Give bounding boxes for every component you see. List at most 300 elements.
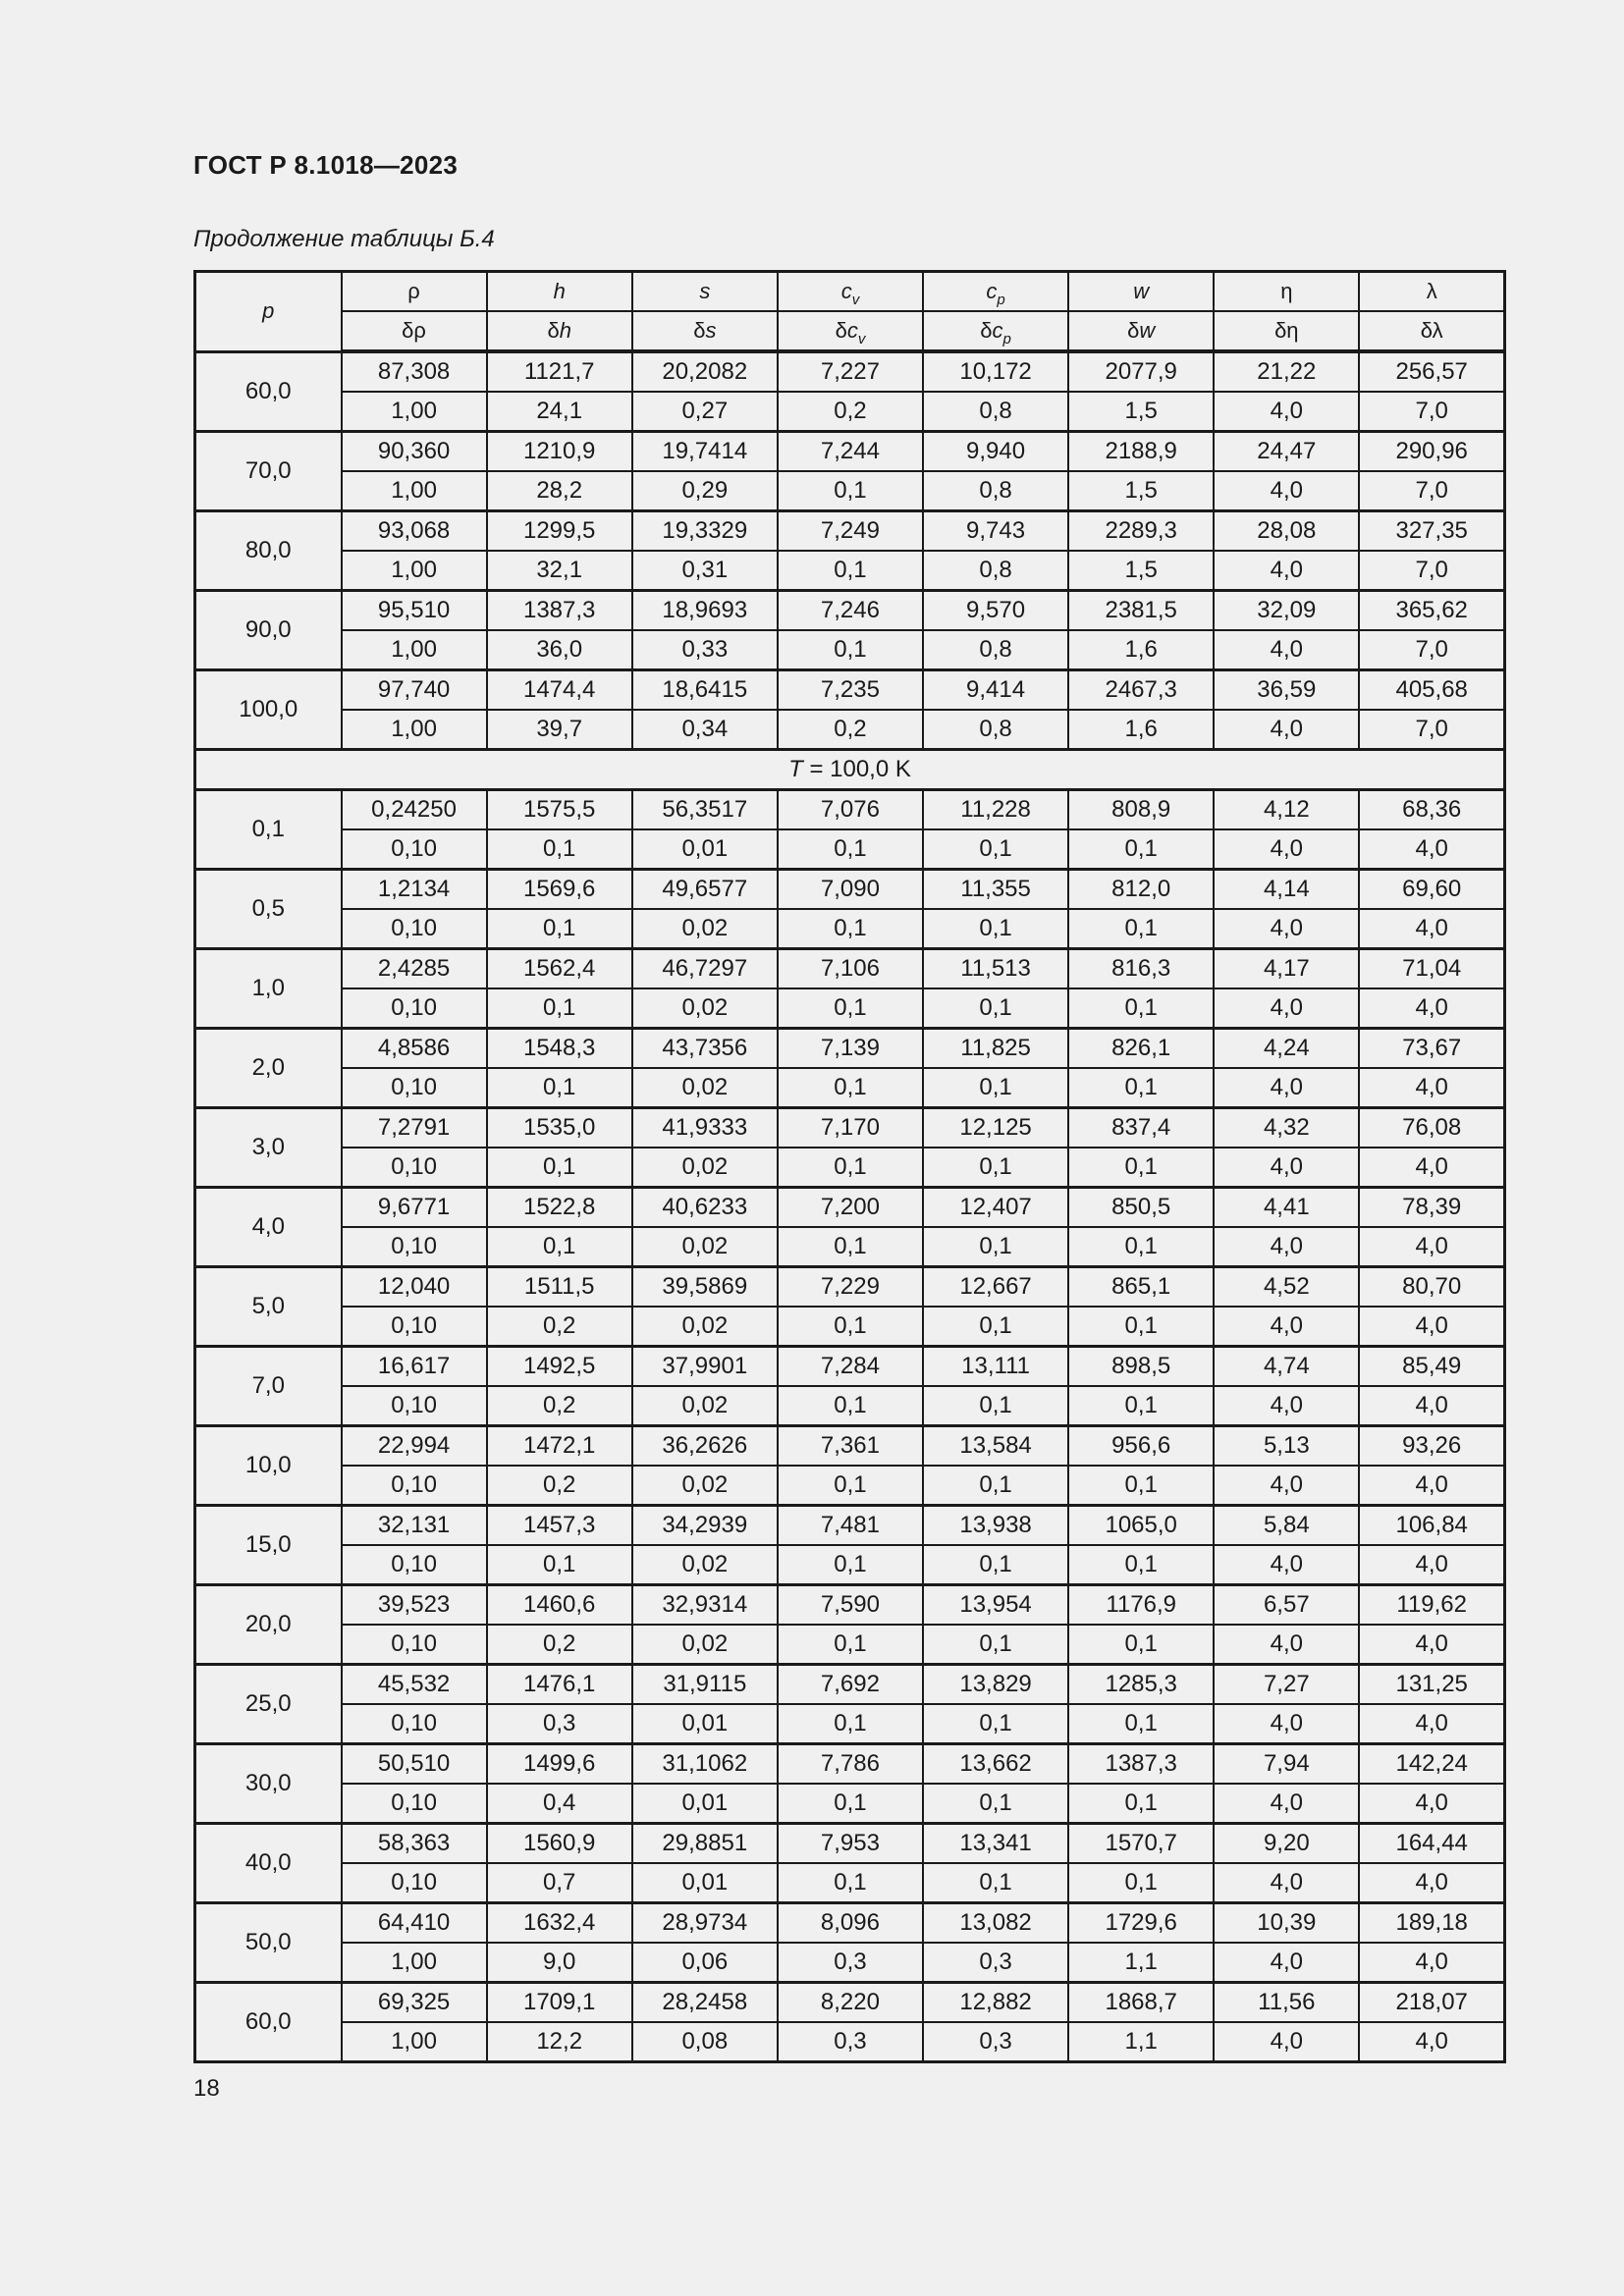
- error-cell: 4,0: [1214, 1307, 1359, 1347]
- error-cell: 0,10: [342, 1784, 487, 1824]
- value-cell: 256,57: [1359, 351, 1504, 392]
- pressure-cell: 30,0: [195, 1744, 342, 1824]
- value-cell: 8,220: [778, 1983, 923, 2023]
- value-cell: 1511,5: [487, 1267, 632, 1308]
- error-cell: 4,0: [1359, 2022, 1504, 2062]
- value-cell: 13,662: [923, 1744, 1068, 1785]
- col-header-p: p: [195, 272, 342, 352]
- value-cell: 1476,1: [487, 1665, 632, 1705]
- value-cell: 40,6233: [632, 1188, 778, 1228]
- error-cell: 0,7: [487, 1863, 632, 1903]
- error-cell: 4,0: [1359, 1307, 1504, 1347]
- pressure-cell: 2,0: [195, 1029, 342, 1108]
- value-cell: 7,090: [778, 870, 923, 910]
- pressure-cell: 10,0: [195, 1426, 342, 1506]
- value-cell: 850,5: [1068, 1188, 1214, 1228]
- col-header-eta: η: [1214, 272, 1359, 312]
- error-cell: 4,0: [1214, 1466, 1359, 1506]
- table-body: [195, 351, 1505, 2062]
- error-cell: 7,0: [1359, 551, 1504, 591]
- value-cell: 7,170: [778, 1108, 923, 1148]
- value-cell: 39,5869: [632, 1267, 778, 1308]
- value-cell: 7,249: [778, 511, 923, 552]
- error-cell: 0,1: [778, 1625, 923, 1665]
- value-cell: 13,938: [923, 1506, 1068, 1546]
- error-cell: 0,27: [632, 392, 778, 432]
- pressure-cell: 60,0: [195, 351, 342, 432]
- value-cell: 8,096: [778, 1903, 923, 1944]
- error-cell: 1,00: [342, 471, 487, 511]
- value-cell: 898,5: [1068, 1347, 1214, 1387]
- col-header-d-cp: $\delta c_p$: [923, 311, 1068, 351]
- table-header: [195, 272, 1505, 352]
- error-cell: 0,1: [487, 1227, 632, 1267]
- error-cell: 0,1: [923, 1784, 1068, 1824]
- table-caption: Продолжение таблицы Б.4: [193, 226, 495, 252]
- pressure-cell: 60,0: [195, 1983, 342, 2062]
- table-row-values: [195, 1983, 1505, 2023]
- error-cell: 4,0: [1359, 1386, 1504, 1426]
- section-row: [195, 750, 1505, 790]
- error-cell: 1,00: [342, 392, 487, 432]
- col-header-rho: ρ: [342, 272, 487, 312]
- table-row-errors: [195, 1386, 1505, 1426]
- error-cell: 4,0: [1214, 471, 1359, 511]
- pressure-cell: 40,0: [195, 1824, 342, 1903]
- error-cell: 4,0: [1359, 1784, 1504, 1824]
- value-cell: 12,882: [923, 1983, 1068, 2023]
- value-cell: 7,246: [778, 591, 923, 631]
- table-row-errors: [195, 1227, 1505, 1267]
- value-cell: 64,410: [342, 1903, 487, 1944]
- pressure-cell: 80,0: [195, 511, 342, 591]
- value-cell: 80,70: [1359, 1267, 1504, 1308]
- value-cell: 1522,8: [487, 1188, 632, 1228]
- table-row-values: [195, 591, 1505, 631]
- error-cell: 1,1: [1068, 2022, 1214, 2062]
- error-cell: 0,06: [632, 1943, 778, 1983]
- value-cell: 1460,6: [487, 1585, 632, 1626]
- error-cell: 0,1: [1068, 988, 1214, 1029]
- col-header-d-h: δh: [487, 311, 632, 351]
- value-cell: 1569,6: [487, 870, 632, 910]
- value-cell: 12,040: [342, 1267, 487, 1308]
- error-cell: 0,01: [632, 1863, 778, 1903]
- value-cell: 28,9734: [632, 1903, 778, 1944]
- error-cell: 4,0: [1214, 909, 1359, 949]
- value-cell: 7,590: [778, 1585, 923, 1626]
- pressure-cell: 3,0: [195, 1108, 342, 1188]
- value-cell: 9,743: [923, 511, 1068, 552]
- error-cell: 0,1: [778, 1704, 923, 1744]
- value-cell: 7,229: [778, 1267, 923, 1308]
- error-cell: 0,1: [1068, 1625, 1214, 1665]
- error-cell: 0,02: [632, 988, 778, 1029]
- value-cell: 1387,3: [487, 591, 632, 631]
- value-cell: 808,9: [1068, 790, 1214, 830]
- table-row-errors: [195, 471, 1505, 511]
- table-row-errors: [195, 829, 1505, 870]
- error-cell: 0,1: [923, 909, 1068, 949]
- value-cell: 1387,3: [1068, 1744, 1214, 1785]
- error-cell: 0,10: [342, 1625, 487, 1665]
- col-header-d-w: δw: [1068, 311, 1214, 351]
- value-cell: 1176,9: [1068, 1585, 1214, 1626]
- error-cell: 4,0: [1214, 551, 1359, 591]
- error-cell: 0,1: [923, 829, 1068, 870]
- value-cell: 1560,9: [487, 1824, 632, 1864]
- value-cell: 20,2082: [632, 351, 778, 392]
- error-cell: 0,2: [487, 1466, 632, 1506]
- error-cell: 4,0: [1214, 1386, 1359, 1426]
- error-cell: 0,3: [778, 1943, 923, 1983]
- value-cell: 11,355: [923, 870, 1068, 910]
- value-cell: 7,235: [778, 670, 923, 711]
- error-cell: 0,1: [778, 1148, 923, 1188]
- value-cell: 69,60: [1359, 870, 1504, 910]
- error-cell: 0,8: [923, 710, 1068, 750]
- table-row-errors: [195, 1863, 1505, 1903]
- error-cell: 0,1: [778, 988, 923, 1029]
- value-cell: 13,341: [923, 1824, 1068, 1864]
- value-cell: 36,2626: [632, 1426, 778, 1467]
- error-cell: 4,0: [1359, 1545, 1504, 1585]
- col-header-cp: $c_p$: [923, 272, 1068, 312]
- error-cell: 0,1: [778, 909, 923, 949]
- error-cell: 4,0: [1214, 1784, 1359, 1824]
- error-cell: 0,1: [923, 1863, 1068, 1903]
- value-cell: 9,6771: [342, 1188, 487, 1228]
- value-cell: 46,7297: [632, 949, 778, 989]
- error-cell: 1,5: [1068, 551, 1214, 591]
- value-cell: 12,667: [923, 1267, 1068, 1308]
- table-row-errors: [195, 392, 1505, 432]
- error-cell: 0,08: [632, 2022, 778, 2062]
- value-cell: 865,1: [1068, 1267, 1214, 1308]
- error-cell: 1,6: [1068, 710, 1214, 750]
- col-header-d-s: δs: [632, 311, 778, 351]
- value-cell: 2289,3: [1068, 511, 1214, 552]
- pressure-cell: 7,0: [195, 1347, 342, 1426]
- value-cell: 10,39: [1214, 1903, 1359, 1944]
- error-cell: 0,8: [923, 630, 1068, 670]
- error-cell: 0,10: [342, 1068, 487, 1108]
- error-cell: 0,4: [487, 1784, 632, 1824]
- error-cell: 0,33: [632, 630, 778, 670]
- value-cell: 12,125: [923, 1108, 1068, 1148]
- value-cell: 12,407: [923, 1188, 1068, 1228]
- error-cell: 0,1: [1068, 1148, 1214, 1188]
- table-row-values: [195, 1744, 1505, 1785]
- value-cell: 31,9115: [632, 1665, 778, 1705]
- error-cell: 0,01: [632, 1784, 778, 1824]
- value-cell: 142,24: [1359, 1744, 1504, 1785]
- error-cell: 0,1: [487, 909, 632, 949]
- table-row-values: [195, 1267, 1505, 1308]
- value-cell: 5,13: [1214, 1426, 1359, 1467]
- error-cell: 0,10: [342, 1227, 487, 1267]
- error-cell: 4,0: [1359, 909, 1504, 949]
- error-cell: 0,1: [778, 1307, 923, 1347]
- value-cell: 28,08: [1214, 511, 1359, 552]
- value-cell: 11,228: [923, 790, 1068, 830]
- error-cell: 0,1: [778, 1386, 923, 1426]
- table-row-errors: [195, 1466, 1505, 1506]
- value-cell: 39,523: [342, 1585, 487, 1626]
- error-cell: 0,1: [923, 1068, 1068, 1108]
- value-cell: 2,4285: [342, 949, 487, 989]
- pressure-cell: 15,0: [195, 1506, 342, 1585]
- error-cell: 0,3: [923, 1943, 1068, 1983]
- value-cell: 7,692: [778, 1665, 923, 1705]
- error-cell: 0,01: [632, 1704, 778, 1744]
- value-cell: 4,32: [1214, 1108, 1359, 1148]
- value-cell: 327,35: [1359, 511, 1504, 552]
- value-cell: 1474,4: [487, 670, 632, 711]
- error-cell: 7,0: [1359, 630, 1504, 670]
- error-cell: 4,0: [1214, 829, 1359, 870]
- error-cell: 7,0: [1359, 710, 1504, 750]
- error-cell: 0,1: [487, 988, 632, 1029]
- section-label: [195, 750, 1505, 790]
- error-cell: 0,1: [923, 1545, 1068, 1585]
- col-header-h: h: [487, 272, 632, 312]
- pressure-cell: 50,0: [195, 1903, 342, 1983]
- error-cell: 0,1: [778, 1466, 923, 1506]
- value-cell: 9,20: [1214, 1824, 1359, 1864]
- value-cell: 7,076: [778, 790, 923, 830]
- error-cell: 0,10: [342, 829, 487, 870]
- error-cell: 0,1: [778, 829, 923, 870]
- value-cell: 9,414: [923, 670, 1068, 711]
- error-cell: 0,1: [923, 1704, 1068, 1744]
- error-cell: 0,1: [487, 829, 632, 870]
- table-row-values: [195, 1188, 1505, 1228]
- error-cell: 1,00: [342, 2022, 487, 2062]
- col-header-s: s: [632, 272, 778, 312]
- error-cell: 0,02: [632, 1545, 778, 1585]
- value-cell: 7,139: [778, 1029, 923, 1069]
- error-cell: 39,7: [487, 710, 632, 750]
- error-cell: 4,0: [1214, 1704, 1359, 1744]
- error-cell: 0,1: [1068, 1068, 1214, 1108]
- pressure-cell: 25,0: [195, 1665, 342, 1744]
- value-cell: 4,74: [1214, 1347, 1359, 1387]
- value-cell: 218,07: [1359, 1983, 1504, 2023]
- pressure-cell: 0,5: [195, 870, 342, 949]
- value-cell: 73,67: [1359, 1029, 1504, 1069]
- error-cell: 0,1: [923, 1148, 1068, 1188]
- table-row-values: [195, 949, 1505, 989]
- error-cell: 4,0: [1214, 1943, 1359, 1983]
- pressure-cell: 1,0: [195, 949, 342, 1029]
- table-row-values: [195, 351, 1505, 392]
- table-row-values: [195, 1108, 1505, 1148]
- value-cell: 18,6415: [632, 670, 778, 711]
- pressure-cell: 70,0: [195, 432, 342, 511]
- value-cell: 95,510: [342, 591, 487, 631]
- value-cell: 4,12: [1214, 790, 1359, 830]
- value-cell: 87,308: [342, 351, 487, 392]
- value-cell: 85,49: [1359, 1347, 1504, 1387]
- section-variable: T: [788, 756, 803, 782]
- error-cell: 0,10: [342, 1386, 487, 1426]
- error-cell: 0,02: [632, 1307, 778, 1347]
- error-cell: 0,02: [632, 1068, 778, 1108]
- error-cell: 12,2: [487, 2022, 632, 2062]
- error-cell: 4,0: [1214, 392, 1359, 432]
- error-cell: 0,1: [923, 988, 1068, 1029]
- error-cell: 0,2: [487, 1307, 632, 1347]
- error-cell: 4,0: [1214, 710, 1359, 750]
- error-cell: 0,8: [923, 471, 1068, 511]
- value-cell: 13,829: [923, 1665, 1068, 1705]
- error-cell: 4,0: [1359, 1863, 1504, 1903]
- error-cell: 0,1: [778, 1545, 923, 1585]
- error-cell: 1,00: [342, 551, 487, 591]
- section-value: = 100,0 K: [802, 756, 911, 782]
- value-cell: 826,1: [1068, 1029, 1214, 1069]
- value-cell: 76,08: [1359, 1108, 1504, 1148]
- value-cell: 812,0: [1068, 870, 1214, 910]
- value-cell: 7,106: [778, 949, 923, 989]
- error-cell: 4,0: [1359, 829, 1504, 870]
- value-cell: 405,68: [1359, 670, 1504, 711]
- error-cell: 0,10: [342, 1466, 487, 1506]
- error-cell: 0,1: [487, 1545, 632, 1585]
- value-cell: 4,14: [1214, 870, 1359, 910]
- value-cell: 7,2791: [342, 1108, 487, 1148]
- value-cell: 71,04: [1359, 949, 1504, 989]
- value-cell: 49,6577: [632, 870, 778, 910]
- value-cell: 11,513: [923, 949, 1068, 989]
- value-cell: 16,617: [342, 1347, 487, 1387]
- value-cell: 22,994: [342, 1426, 487, 1467]
- value-cell: 2077,9: [1068, 351, 1214, 392]
- pressure-cell: 5,0: [195, 1267, 342, 1347]
- error-cell: 0,2: [487, 1625, 632, 1665]
- value-cell: 7,200: [778, 1188, 923, 1228]
- value-cell: 1,2134: [342, 870, 487, 910]
- error-cell: 0,1: [778, 1068, 923, 1108]
- value-cell: 119,62: [1359, 1585, 1504, 1626]
- error-cell: 0,8: [923, 392, 1068, 432]
- table-row-errors: [195, 630, 1505, 670]
- value-cell: 43,7356: [632, 1029, 778, 1069]
- error-cell: 0,02: [632, 1466, 778, 1506]
- error-cell: 0,1: [1068, 909, 1214, 949]
- value-cell: 11,825: [923, 1029, 1068, 1069]
- error-cell: 0,02: [632, 1386, 778, 1426]
- error-cell: 0,29: [632, 471, 778, 511]
- table-row-values: [195, 1347, 1505, 1387]
- value-cell: 50,510: [342, 1744, 487, 1785]
- table-row-values: [195, 511, 1505, 552]
- table-row-errors: [195, 1784, 1505, 1824]
- error-cell: 4,0: [1359, 1466, 1504, 1506]
- error-cell: 4,0: [1214, 2022, 1359, 2062]
- table-row-errors: [195, 1148, 1505, 1188]
- value-cell: 6,57: [1214, 1585, 1359, 1626]
- value-cell: 7,244: [778, 432, 923, 472]
- value-cell: 21,22: [1214, 351, 1359, 392]
- value-cell: 18,9693: [632, 591, 778, 631]
- value-cell: 4,41: [1214, 1188, 1359, 1228]
- value-cell: 7,27: [1214, 1665, 1359, 1705]
- error-cell: 4,0: [1214, 988, 1359, 1029]
- error-cell: 4,0: [1214, 1545, 1359, 1585]
- value-cell: 106,84: [1359, 1506, 1504, 1546]
- error-cell: 0,10: [342, 1545, 487, 1585]
- pressure-cell: 90,0: [195, 591, 342, 670]
- error-cell: 0,1: [1068, 829, 1214, 870]
- value-cell: 93,068: [342, 511, 487, 552]
- value-cell: 9,940: [923, 432, 1068, 472]
- page-number: 18: [193, 2075, 220, 2102]
- error-cell: 0,1: [923, 1466, 1068, 1506]
- value-cell: 837,4: [1068, 1108, 1214, 1148]
- error-cell: 1,5: [1068, 471, 1214, 511]
- error-cell: 0,1: [1068, 1227, 1214, 1267]
- error-cell: 0,3: [778, 2022, 923, 2062]
- value-cell: 56,3517: [632, 790, 778, 830]
- value-cell: 36,59: [1214, 670, 1359, 711]
- value-cell: 1457,3: [487, 1506, 632, 1546]
- error-cell: 4,0: [1359, 1068, 1504, 1108]
- error-cell: 0,1: [778, 1227, 923, 1267]
- error-cell: 0,2: [778, 392, 923, 432]
- error-cell: 1,00: [342, 630, 487, 670]
- value-cell: 31,1062: [632, 1744, 778, 1785]
- error-cell: 0,1: [1068, 1704, 1214, 1744]
- table-row-errors: [195, 551, 1505, 591]
- pressure-cell: 20,0: [195, 1585, 342, 1665]
- error-cell: 0,1: [1068, 1784, 1214, 1824]
- error-cell: 1,6: [1068, 630, 1214, 670]
- value-cell: 1548,3: [487, 1029, 632, 1069]
- error-cell: 0,10: [342, 1704, 487, 1744]
- value-cell: 7,786: [778, 1744, 923, 1785]
- standard-code: ГОСТ Р 8.1018—2023: [193, 150, 459, 180]
- value-cell: 7,953: [778, 1824, 923, 1864]
- error-cell: 0,1: [1068, 1545, 1214, 1585]
- value-cell: 956,6: [1068, 1426, 1214, 1467]
- error-cell: 0,1: [487, 1148, 632, 1188]
- value-cell: 37,9901: [632, 1347, 778, 1387]
- value-cell: 1492,5: [487, 1347, 632, 1387]
- pressure-cell: 100,0: [195, 670, 342, 750]
- error-cell: 4,0: [1214, 1148, 1359, 1188]
- value-cell: 1868,7: [1068, 1983, 1214, 2023]
- value-cell: 1535,0: [487, 1108, 632, 1148]
- value-cell: 7,284: [778, 1347, 923, 1387]
- table-row-values: [195, 870, 1505, 910]
- value-cell: 10,172: [923, 351, 1068, 392]
- value-cell: 164,44: [1359, 1824, 1504, 1864]
- error-cell: 0,02: [632, 1625, 778, 1665]
- value-cell: 1210,9: [487, 432, 632, 472]
- value-cell: 97,740: [342, 670, 487, 711]
- value-cell: 45,532: [342, 1665, 487, 1705]
- error-cell: 0,1: [778, 551, 923, 591]
- table-row-values: [195, 1585, 1505, 1626]
- error-cell: 0,1: [1068, 1466, 1214, 1506]
- table-row-values: [195, 1824, 1505, 1864]
- table-row-errors: [195, 1625, 1505, 1665]
- col-header-d-rho: δρ: [342, 311, 487, 351]
- value-cell: 131,25: [1359, 1665, 1504, 1705]
- value-cell: 4,24: [1214, 1029, 1359, 1069]
